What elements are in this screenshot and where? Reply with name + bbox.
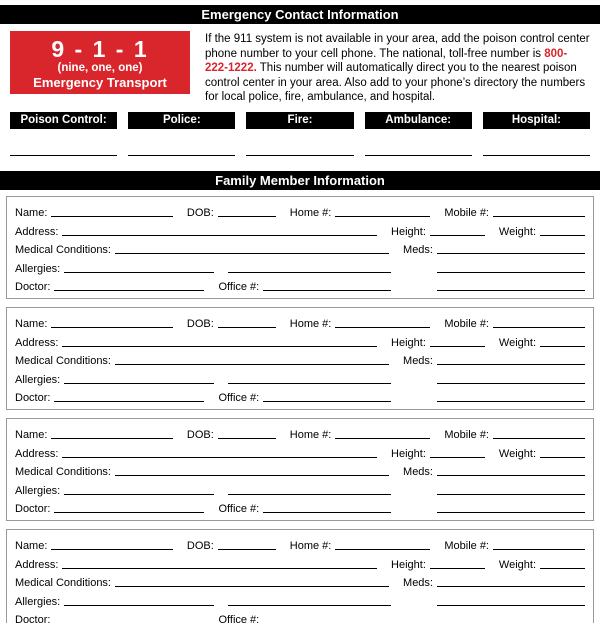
medical-conditions-label: Medical Conditions: xyxy=(15,577,111,590)
meds-field[interactable] xyxy=(437,586,585,587)
mobile-phone-field[interactable] xyxy=(493,216,585,217)
weight-field[interactable] xyxy=(540,457,585,458)
badge-number: 9 - 1 - 1 xyxy=(51,36,149,62)
medical-conditions-field[interactable] xyxy=(115,475,389,476)
name-row xyxy=(15,424,585,443)
height-field[interactable] xyxy=(430,235,485,236)
meds-continued-field-2[interactable] xyxy=(437,290,585,291)
address-row xyxy=(15,220,585,239)
ambulance-field[interactable] xyxy=(365,155,472,156)
allergies-field[interactable] xyxy=(64,272,214,273)
weight-field[interactable] xyxy=(540,235,585,236)
dob-label: DOB: xyxy=(186,540,214,553)
medical-conditions-field[interactable] xyxy=(115,586,389,587)
name-field[interactable] xyxy=(51,327,172,328)
contacts-blank-row xyxy=(10,155,590,156)
paragraph-after: This number will automatically direct you to the nearest poison control center in your area. Also add to your phone’s directory the numbers for local police, fire, ambulance, and hospital. xyxy=(205,62,586,104)
doctor-label: Doctor: xyxy=(15,281,51,294)
office-phone-label: Office #: xyxy=(218,281,260,294)
page-title: Emergency Contact Information xyxy=(201,7,399,22)
home-phone-label: Home #: xyxy=(289,540,332,553)
name-row xyxy=(15,535,585,554)
mobile-phone-field[interactable] xyxy=(493,438,585,439)
dob-label: DOB: xyxy=(186,429,214,442)
home-phone-label: Home #: xyxy=(289,207,332,220)
address-field[interactable] xyxy=(62,457,377,458)
doctor-row xyxy=(15,609,585,623)
medical-conditions-label: Medical Conditions: xyxy=(15,244,111,257)
address-label: Address: xyxy=(15,558,59,571)
allergies-row xyxy=(15,590,585,609)
meds-label: Meds: xyxy=(403,244,433,257)
address-field[interactable] xyxy=(62,346,377,347)
hospital-field[interactable] xyxy=(483,155,590,156)
doctor-label: Doctor: xyxy=(15,614,51,623)
home-phone-field[interactable] xyxy=(335,549,430,550)
allergies-continued-field[interactable] xyxy=(228,383,391,384)
fire-label: Fire: xyxy=(246,112,353,129)
name-row xyxy=(15,202,585,221)
address-row xyxy=(15,442,585,461)
allergies-field[interactable] xyxy=(64,605,214,606)
allergies-continued-field[interactable] xyxy=(228,272,391,273)
doctor-label: Doctor: xyxy=(15,503,51,516)
nine-one-one-badge xyxy=(10,31,190,106)
emergency-header-bar xyxy=(0,5,600,24)
mobile-phone-label: Mobile #: xyxy=(444,540,489,553)
allergies-row xyxy=(15,479,585,498)
allergies-row xyxy=(15,368,585,387)
name-row xyxy=(15,313,585,332)
home-phone-field[interactable] xyxy=(335,438,430,439)
family-member-block xyxy=(6,529,594,623)
paragraph-before: If the 911 system is not available in your area, add the poison control center phone number to your cell phone. The national, toll-free number is xyxy=(205,33,590,60)
height-field[interactable] xyxy=(430,457,485,458)
doctor-row xyxy=(15,498,585,517)
doctor-field[interactable] xyxy=(54,401,204,402)
weight-label: Weight: xyxy=(498,225,536,238)
height-label: Height: xyxy=(391,558,426,571)
medical-conditions-row xyxy=(15,350,585,369)
intro-paragraph xyxy=(205,31,590,105)
mobile-phone-label: Mobile #: xyxy=(444,429,489,442)
address-label: Address: xyxy=(15,447,59,460)
family-member-block xyxy=(6,418,594,521)
height-label: Height: xyxy=(391,225,426,238)
allergies-row xyxy=(15,257,585,276)
hospital-label: Hospital: xyxy=(483,112,590,129)
dob-label: DOB: xyxy=(186,207,214,220)
medical-conditions-label: Medical Conditions: xyxy=(15,466,111,479)
height-label: Height: xyxy=(391,336,426,349)
height-label: Height: xyxy=(391,447,426,460)
office-phone-field[interactable] xyxy=(263,512,391,513)
fire-field[interactable] xyxy=(246,155,353,156)
dob-field[interactable] xyxy=(218,549,276,550)
poison-control-phone-number: 800-222-1222. xyxy=(205,47,568,75)
address-field[interactable] xyxy=(62,235,377,236)
allergies-label: Allergies: xyxy=(15,373,61,386)
dob-field[interactable] xyxy=(218,216,276,217)
name-label: Name: xyxy=(15,540,48,553)
name-label: Name: xyxy=(15,318,48,331)
address-label: Address: xyxy=(15,336,59,349)
allergies-continued-field[interactable] xyxy=(228,605,391,606)
name-label: Name: xyxy=(15,429,48,442)
police-field[interactable] xyxy=(128,155,235,156)
office-phone-field[interactable] xyxy=(263,401,391,402)
office-phone-label: Office #: xyxy=(218,503,260,516)
mobile-phone-label: Mobile #: xyxy=(444,207,489,220)
weight-field[interactable] xyxy=(540,568,585,569)
meds-field[interactable] xyxy=(437,253,585,254)
office-phone-field[interactable] xyxy=(263,290,391,291)
name-field[interactable] xyxy=(51,438,172,439)
doctor-row xyxy=(15,387,585,406)
home-phone-label: Home #: xyxy=(289,429,332,442)
medical-conditions-label: Medical Conditions: xyxy=(15,355,111,368)
doctor-row xyxy=(15,276,585,295)
meds-label: Meds: xyxy=(403,355,433,368)
medical-conditions-field[interactable] xyxy=(115,364,389,365)
meds-continued-field[interactable] xyxy=(437,494,585,495)
meds-field[interactable] xyxy=(437,364,585,365)
name-label: Name: xyxy=(15,207,48,220)
meds-continued-field[interactable] xyxy=(437,272,585,273)
doctor-field[interactable] xyxy=(54,512,204,513)
family-member-block xyxy=(6,196,594,299)
badge-words: (nine, one, one) xyxy=(57,62,143,74)
weight-field[interactable] xyxy=(540,346,585,347)
height-field[interactable] xyxy=(430,346,485,347)
meds-label: Meds: xyxy=(403,466,433,479)
allergies-label: Allergies: xyxy=(15,595,61,608)
medical-conditions-row xyxy=(15,572,585,591)
office-phone-label: Office #: xyxy=(218,392,260,405)
allergies-field[interactable] xyxy=(64,494,214,495)
weight-label: Weight: xyxy=(498,558,536,571)
dob-field[interactable] xyxy=(218,327,276,328)
medical-conditions-field[interactable] xyxy=(115,253,389,254)
medical-conditions-row xyxy=(15,239,585,258)
home-phone-label: Home #: xyxy=(289,318,332,331)
meds-continued-field-2[interactable] xyxy=(437,401,585,402)
allergies-continued-field[interactable] xyxy=(228,494,391,495)
intro-section xyxy=(10,31,590,105)
address-row xyxy=(15,553,585,572)
allergies-label: Allergies: xyxy=(15,484,61,497)
mobile-phone-label: Mobile #: xyxy=(444,318,489,331)
name-field[interactable] xyxy=(51,216,172,217)
height-field[interactable] xyxy=(430,568,485,569)
medical-conditions-row xyxy=(15,461,585,480)
meds-continued-field-2[interactable] xyxy=(437,512,585,513)
office-phone-label: Office #: xyxy=(218,614,260,623)
weight-label: Weight: xyxy=(498,336,536,349)
police-label: Police: xyxy=(128,112,235,129)
badge-subtitle: Emergency Transport System xyxy=(33,75,167,106)
home-phone-field[interactable] xyxy=(335,327,430,328)
meds-label: Meds: xyxy=(403,577,433,590)
mobile-phone-field[interactable] xyxy=(493,327,585,328)
meds-continued-field[interactable] xyxy=(437,605,585,606)
home-phone-field[interactable] xyxy=(335,216,430,217)
address-row xyxy=(15,331,585,350)
poison-control-label: Poison Control: xyxy=(10,112,117,129)
weight-label: Weight: xyxy=(498,447,536,460)
doctor-field[interactable] xyxy=(54,290,204,291)
family-member-block xyxy=(6,307,594,410)
mobile-phone-field[interactable] xyxy=(493,549,585,550)
meds-continued-field[interactable] xyxy=(437,383,585,384)
contacts-label-row xyxy=(10,112,590,129)
allergies-field[interactable] xyxy=(64,383,214,384)
name-field[interactable] xyxy=(51,549,172,550)
allergies-label: Allergies: xyxy=(15,262,61,275)
dob-label: DOB: xyxy=(186,318,214,331)
dob-field[interactable] xyxy=(218,438,276,439)
meds-field[interactable] xyxy=(437,475,585,476)
poison-control-field[interactable] xyxy=(10,155,117,156)
address-label: Address: xyxy=(15,225,59,238)
family-members xyxy=(0,196,600,623)
family-section-title: Family Member Information xyxy=(215,172,385,188)
doctor-label: Doctor: xyxy=(15,392,51,405)
address-field[interactable] xyxy=(62,568,377,569)
ambulance-label: Ambulance: xyxy=(365,112,472,129)
family-header-bar xyxy=(0,171,600,190)
